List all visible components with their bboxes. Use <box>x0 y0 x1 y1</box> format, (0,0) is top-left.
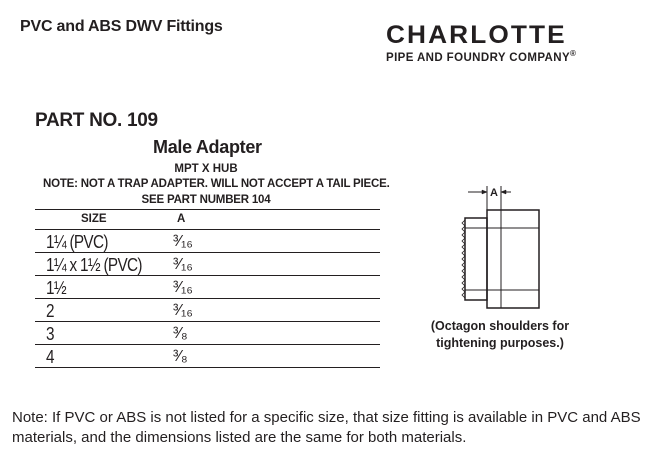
dimension-a-cell: ³⁄₁₆ <box>173 256 193 273</box>
size-cell: 1¼ x 1½ (PVC) <box>46 255 142 275</box>
table-header-row <box>35 209 380 230</box>
column-header-size: SIZE <box>81 213 107 225</box>
diagram-caption: (Octagon shoulders for tightening purposes.) <box>430 319 570 350</box>
table-row <box>35 299 380 322</box>
part-number: PART NO. 109 <box>35 110 158 131</box>
male-adapter-diagram <box>445 180 565 310</box>
size-cell: 1½ <box>46 278 66 298</box>
size-cell: 3 <box>46 324 54 344</box>
part-note-line2: SEE PART NUMBER 104 <box>141 194 271 206</box>
footnote: Note: If PVC or ABS is not listed for a specific size, that size fitting is available in PVC and ABS materials, and the dimensions listed are the same for both materials. <box>12 409 641 446</box>
dimension-a-cell: ³⁄₁₆ <box>173 279 193 296</box>
connection-type: MPT X HUB <box>174 163 238 175</box>
logo-subtitle: PIPE AND FOUNDRY COMPANY® <box>386 49 577 64</box>
dimension-a-cell: ³⁄₈ <box>173 348 188 365</box>
threaded-end <box>465 218 487 300</box>
part-note-line1: NOTE: NOT A TRAP ADAPTER. WILL NOT ACCEPT A TAIL PIECE. <box>43 178 390 190</box>
company-logo <box>386 22 616 64</box>
table-row <box>35 276 380 299</box>
dimension-a-cell: ³⁄₁₆ <box>173 233 193 250</box>
table-row <box>35 322 380 345</box>
dimension-a-cell: ³⁄₁₆ <box>173 302 193 319</box>
octagon-shoulder <box>487 210 539 308</box>
registered-mark: ® <box>570 49 577 58</box>
column-header-a: A <box>177 213 186 225</box>
dimension-a-cell: ³⁄₈ <box>173 325 188 342</box>
dimension-label: A <box>490 187 498 199</box>
size-cell: 1¼ (PVC) <box>46 232 108 252</box>
product-name: Male Adapter <box>153 137 262 157</box>
table-row <box>35 253 380 276</box>
dimension-table <box>35 209 380 368</box>
size-cell: 2 <box>46 301 54 321</box>
table-row <box>35 230 380 253</box>
page-header-title: PVC and ABS DWV Fittings <box>20 18 223 35</box>
arrow-icon <box>482 190 487 194</box>
logo-name: CHARLOTTE <box>386 21 567 49</box>
size-cell: 4 <box>46 347 54 367</box>
table-row <box>35 345 380 368</box>
arrow-icon <box>501 190 506 194</box>
